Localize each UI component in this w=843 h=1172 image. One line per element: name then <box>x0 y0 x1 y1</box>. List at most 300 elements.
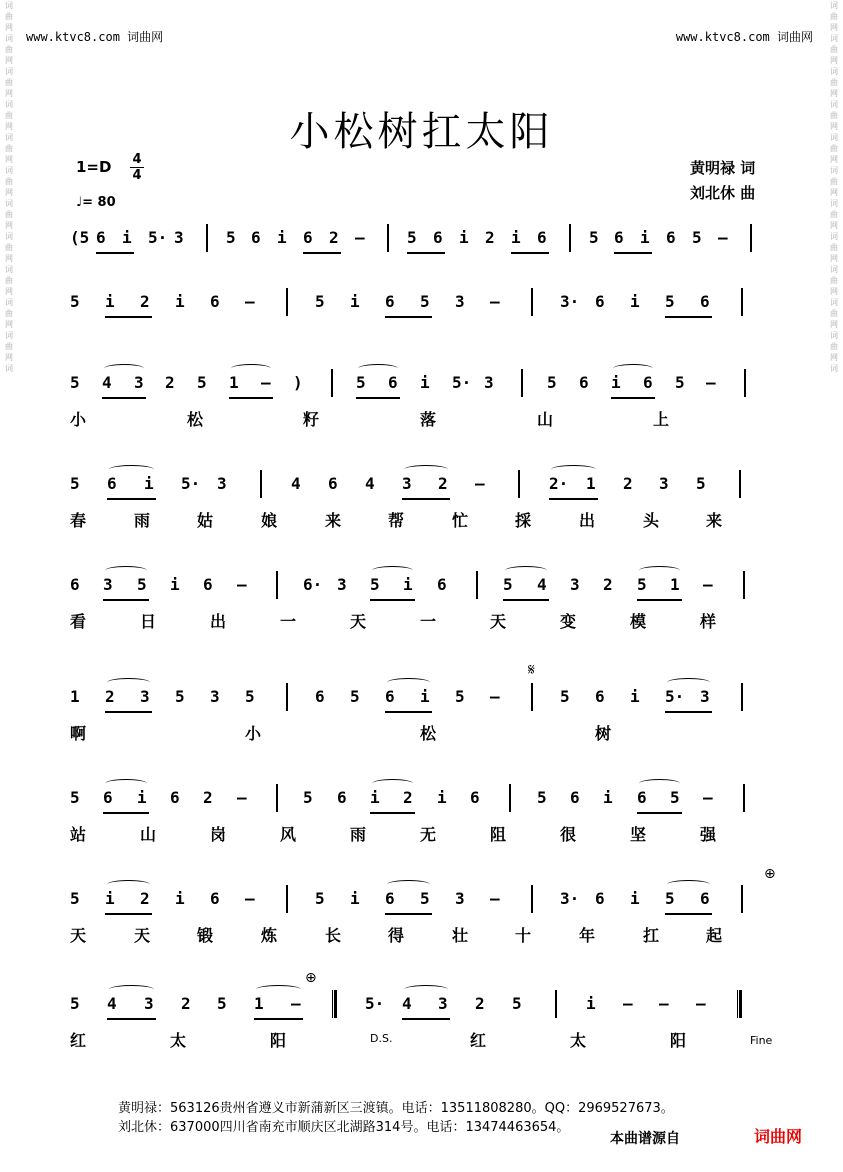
side-watermark-char: 网 <box>830 122 838 131</box>
note: 3· <box>560 292 580 311</box>
note: 6 <box>433 228 443 247</box>
slur <box>551 465 596 474</box>
lyric-word: 看 <box>70 612 87 631</box>
note: 6 <box>96 228 106 247</box>
lyrics-row <box>70 609 780 631</box>
note: — <box>237 575 247 594</box>
lyricist-credit: 黄明禄 词 <box>690 159 756 177</box>
note: 5 <box>245 687 255 706</box>
notes-row <box>70 687 780 711</box>
barline <box>387 224 389 252</box>
lyric-word: 很 <box>560 825 577 844</box>
lyric-word: 阻 <box>490 825 507 844</box>
side-watermark-char: 网 <box>830 89 838 98</box>
note: 6 <box>700 889 710 908</box>
note: 5 <box>455 687 465 706</box>
barline <box>276 571 278 599</box>
note: 6 <box>637 788 647 807</box>
note: i <box>122 228 132 247</box>
lyric-word: 日 <box>140 612 157 631</box>
header-url-left[interactable]: www.ktvc8.com 词曲网 <box>26 30 164 44</box>
note: 3 <box>103 575 113 594</box>
note: 3 <box>140 687 150 706</box>
note: i <box>511 228 521 247</box>
note: 6 <box>570 788 580 807</box>
beam-underline <box>614 252 652 254</box>
note: i <box>170 575 180 594</box>
barline <box>521 369 523 397</box>
notes-row <box>70 292 780 316</box>
note: 2 <box>105 687 115 706</box>
lyrics-row <box>70 822 780 844</box>
note: 5 <box>356 373 366 392</box>
note: 3 <box>144 994 154 1013</box>
beam-underline <box>105 711 152 713</box>
note: 2 <box>403 788 413 807</box>
beam-underline <box>402 1018 450 1020</box>
lyric-word: 出 <box>579 511 596 530</box>
note: 4 <box>402 994 412 1013</box>
lyric-word: D.S. <box>370 1032 393 1045</box>
lyric-word: 站 <box>70 825 87 844</box>
lyric-word: 忙 <box>452 511 469 530</box>
slur <box>404 465 448 474</box>
note: i <box>175 292 185 311</box>
side-watermark-char: 网 <box>5 56 13 65</box>
note: — <box>490 292 500 311</box>
lyric-word: 红 <box>70 1031 87 1050</box>
beam-underline <box>96 252 134 254</box>
composer-credit: 刘北休 曲 <box>690 184 756 202</box>
lyric-word: 阳 <box>270 1031 287 1050</box>
note: 3 <box>455 889 465 908</box>
notes-row <box>70 889 780 913</box>
lyric-word: 採 <box>515 511 532 530</box>
lyric-word: 炼 <box>261 926 278 945</box>
notes-row <box>70 788 780 812</box>
note: — <box>245 292 255 311</box>
side-watermark-char: 网 <box>830 254 838 263</box>
side-watermark-char: 词 <box>5 100 13 109</box>
lyric-word: 长 <box>325 926 342 945</box>
note: 6 <box>103 788 113 807</box>
note: 2 <box>140 889 150 908</box>
note: 6 <box>315 687 325 706</box>
note: i <box>420 373 430 392</box>
lyric-word: 一 <box>280 612 297 631</box>
lyric-word: 来 <box>325 511 342 530</box>
quarter-note-icon: ♩ <box>76 195 83 210</box>
note: 5 <box>217 994 227 1013</box>
lyric-word: 啊 <box>70 724 87 743</box>
note: 5 <box>665 889 675 908</box>
side-watermark-char: 曲 <box>830 309 838 318</box>
note: 4 <box>537 575 547 594</box>
barline <box>286 683 288 711</box>
lyrics-row <box>70 508 780 530</box>
slur <box>667 880 710 889</box>
note: 5 <box>70 373 80 392</box>
side-watermark-char: 曲 <box>5 111 13 120</box>
note: 3 <box>700 687 710 706</box>
lyric-word: 天 <box>490 612 507 631</box>
note: 6 <box>107 474 117 493</box>
note: 3 <box>217 474 227 493</box>
note: 5· <box>148 228 168 247</box>
lyric-word: 岗 <box>210 825 227 844</box>
lyric-word: 壮 <box>452 926 469 945</box>
note: 6 <box>595 292 605 311</box>
beam-underline <box>107 1018 156 1020</box>
note: (5 <box>70 228 90 247</box>
lyric-word: 出 <box>210 612 227 631</box>
side-watermark-char: 曲 <box>830 210 838 219</box>
side-watermark-char: 词 <box>830 298 838 307</box>
beam-underline <box>407 252 445 254</box>
tempo-marking <box>76 195 116 210</box>
lyric-word: 一 <box>420 612 437 631</box>
side-watermark-char: 词 <box>5 232 13 241</box>
note: 1 <box>229 373 239 392</box>
barline <box>476 571 478 599</box>
barline <box>276 784 278 812</box>
note: 6· <box>303 575 323 594</box>
side-watermark-char: 词 <box>5 67 13 76</box>
note: 6 <box>337 788 347 807</box>
lyric-word: 小 <box>245 724 262 743</box>
note: 2 <box>438 474 448 493</box>
note: 6 <box>595 687 605 706</box>
side-watermark-char: 网 <box>830 56 838 65</box>
note: 5 <box>589 228 599 247</box>
time-signature <box>130 152 144 183</box>
note: 6 <box>595 889 605 908</box>
note: 6 <box>470 788 480 807</box>
beam-underline <box>370 599 415 601</box>
beam-underline <box>229 397 273 399</box>
barline <box>206 224 208 252</box>
side-watermark-char: 网 <box>5 353 13 362</box>
beam-underline <box>665 316 712 318</box>
side-watermark-char: 网 <box>830 287 838 296</box>
slur <box>613 364 653 373</box>
note: 3 <box>402 474 412 493</box>
header-url-right[interactable]: www.ktvc8.com 词曲网 <box>675 30 813 44</box>
lyric-word: 天 <box>70 926 87 945</box>
lyric-word: 太 <box>170 1031 187 1050</box>
note: 6 <box>579 373 589 392</box>
lyric-word: 扛 <box>643 926 660 945</box>
note: 3 <box>438 994 448 1013</box>
note: i <box>420 687 430 706</box>
lyric-word: 模 <box>630 612 647 631</box>
side-watermark-char: 曲 <box>830 342 838 351</box>
slur <box>105 779 147 788</box>
side-watermark-char: 网 <box>830 188 838 197</box>
note: 6 <box>385 687 395 706</box>
note: 4 <box>291 474 301 493</box>
slur <box>231 364 271 373</box>
note: — <box>291 994 301 1013</box>
side-watermark-char: 词 <box>830 166 838 175</box>
note: 6 <box>70 575 80 594</box>
footer-line-1: 黄明禄：563126贵州省遵义市新蒲新区三渡镇。电话：13511808280。QQ：2969527673。 <box>118 1101 674 1116</box>
barline <box>555 990 557 1018</box>
lyric-word: 春 <box>70 511 87 530</box>
side-watermark-char: 曲 <box>830 144 838 153</box>
beam-underline <box>402 498 450 500</box>
slur <box>639 566 680 575</box>
side-watermark-char: 曲 <box>5 210 13 219</box>
side-watermark-char: 曲 <box>830 243 838 252</box>
beam-underline <box>102 397 146 399</box>
slur <box>639 779 680 788</box>
note: ) <box>293 373 303 392</box>
note: 3 <box>134 373 144 392</box>
note: — <box>703 788 713 807</box>
note: 5 <box>350 687 360 706</box>
note: 2 <box>165 373 175 392</box>
barline <box>569 224 571 252</box>
beam-underline <box>103 599 149 601</box>
lyric-word: 锻 <box>197 926 214 945</box>
lyric-word: 娘 <box>261 511 278 530</box>
lyric-word: 年 <box>579 926 596 945</box>
score-line <box>70 889 780 949</box>
side-watermark-char: 词 <box>830 364 838 373</box>
double-barline <box>737 990 742 1018</box>
beam-underline <box>254 1018 303 1020</box>
note: 1 <box>70 687 80 706</box>
note: 5 <box>303 788 313 807</box>
side-watermark-char: 曲 <box>830 45 838 54</box>
note: 6 <box>537 228 547 247</box>
brand-logo[interactable]: 词曲网 <box>754 1127 803 1146</box>
note: 5 <box>70 474 80 493</box>
side-watermark-char: 词 <box>5 298 13 307</box>
side-watermark-char: 词 <box>5 199 13 208</box>
note: i <box>403 575 413 594</box>
lyric-word: 雨 <box>134 511 151 530</box>
lyric-word: 树 <box>595 724 612 743</box>
note: 6 <box>385 292 395 311</box>
note: 5· <box>365 994 385 1013</box>
side-watermark-char: 网 <box>5 287 13 296</box>
beam-underline <box>549 498 598 500</box>
slur <box>107 678 150 687</box>
footer-contacts <box>118 1099 674 1137</box>
lyric-word: 十 <box>515 926 532 945</box>
lyric-word: 落 <box>420 410 437 429</box>
side-watermark-char: 网 <box>5 122 13 131</box>
side-watermark-char: 网 <box>5 254 13 263</box>
score-line <box>70 994 780 1054</box>
side-watermark-char: 曲 <box>5 177 13 186</box>
lyric-word: 天 <box>350 612 367 631</box>
double-barline <box>332 990 337 1018</box>
slur <box>104 364 144 373</box>
note: — <box>623 994 633 1013</box>
song-title: 小松树扛太阳 <box>289 109 554 155</box>
lyric-word: 强 <box>700 825 717 844</box>
lyric-word: 阳 <box>670 1031 687 1050</box>
lyric-word: 坚 <box>630 825 647 844</box>
beam-underline <box>665 913 712 915</box>
barline <box>743 571 745 599</box>
side-watermark-char: 词 <box>5 133 13 142</box>
lyric-word: 山 <box>140 825 157 844</box>
side-watermark-char: 曲 <box>830 12 838 21</box>
score-line <box>70 575 780 635</box>
notes-row <box>70 228 780 252</box>
side-watermark-char: 词 <box>830 1 838 10</box>
note: — <box>659 994 669 1013</box>
note: 5 <box>70 292 80 311</box>
notes-row <box>70 373 780 397</box>
side-watermark-char: 网 <box>5 89 13 98</box>
lyric-word: 松 <box>187 410 204 429</box>
side-watermark-char: 词 <box>830 34 838 43</box>
note: 6 <box>210 292 220 311</box>
side-watermark-char: 词 <box>830 199 838 208</box>
slur <box>105 566 147 575</box>
side-watermark-char: 词 <box>830 67 838 76</box>
slur <box>358 364 398 373</box>
lyric-word: 太 <box>570 1031 587 1050</box>
barline <box>750 224 752 252</box>
lyric-word: 雨 <box>350 825 367 844</box>
note: i <box>586 994 596 1013</box>
lyrics-row <box>70 1028 780 1050</box>
note: 2 <box>329 228 339 247</box>
note: 3 <box>659 474 669 493</box>
slur <box>404 985 448 994</box>
note: — <box>490 687 500 706</box>
side-watermark-char: 词 <box>5 364 13 373</box>
note: i <box>350 292 360 311</box>
side-watermark-char: 网 <box>830 320 838 329</box>
note: 5 <box>692 228 702 247</box>
note: 6 <box>388 373 398 392</box>
lyric-word: 小 <box>70 410 87 429</box>
note: 6 <box>614 228 624 247</box>
lyric-word: 无 <box>420 825 437 844</box>
note: 6 <box>203 575 213 594</box>
note: 6 <box>210 889 220 908</box>
note: i <box>105 292 115 311</box>
lyric-word: 头 <box>643 511 660 530</box>
beam-underline <box>503 599 549 601</box>
slur <box>667 678 710 687</box>
side-watermark-char: 词 <box>830 331 838 340</box>
lyric-word: 松 <box>420 724 437 743</box>
note: i <box>437 788 447 807</box>
note: — <box>355 228 365 247</box>
side-watermark-char: 曲 <box>5 309 13 318</box>
note: 5 <box>420 889 430 908</box>
note: 1 <box>670 575 680 594</box>
slur <box>109 985 154 994</box>
note: 3 <box>484 373 494 392</box>
note: 5 <box>637 575 647 594</box>
beam-underline <box>637 599 682 601</box>
notes-row <box>70 474 780 498</box>
note: 2 <box>623 474 633 493</box>
note: 6 <box>385 889 395 908</box>
note: 5 <box>696 474 706 493</box>
beam-underline <box>303 252 341 254</box>
side-watermark-char: 曲 <box>5 243 13 252</box>
slur <box>505 566 547 575</box>
side-watermark-char: 曲 <box>5 12 13 21</box>
score-line <box>70 228 780 288</box>
side-watermark-char: 词 <box>830 232 838 241</box>
note: 5 <box>137 575 147 594</box>
lyric-word: 得 <box>388 926 405 945</box>
side-watermark-char: 词 <box>830 133 838 142</box>
barline <box>531 288 533 316</box>
note: 5 <box>315 889 325 908</box>
source-label: 本曲谱源自 <box>610 1131 680 1147</box>
note: 2· <box>549 474 569 493</box>
lyric-word: 山 <box>537 410 554 429</box>
note: 6 <box>328 474 338 493</box>
note: 4 <box>102 373 112 392</box>
lyric-word: 姑 <box>197 511 214 530</box>
note: 4 <box>365 474 375 493</box>
fine-marking: Fine <box>750 1034 773 1047</box>
note: 6 <box>170 788 180 807</box>
note: 5 <box>665 292 675 311</box>
score-line <box>70 474 780 534</box>
notes-row <box>70 575 780 599</box>
score-line <box>70 373 780 433</box>
beam-underline <box>511 252 549 254</box>
note: 2 <box>181 994 191 1013</box>
side-watermark-char: 词 <box>830 100 838 109</box>
note: i <box>350 889 360 908</box>
side-watermark-char: 曲 <box>830 78 838 87</box>
note: i <box>630 889 640 908</box>
beam-underline <box>105 913 152 915</box>
segno-icon: 𝄋 <box>528 660 535 679</box>
side-watermark-char: 词 <box>830 265 838 274</box>
side-watermark-char: 词 <box>5 34 13 43</box>
side-watermark-char: 曲 <box>5 78 13 87</box>
note: 3 <box>174 228 184 247</box>
note: 5 <box>407 228 417 247</box>
footer-line-2: 刘北休：637000四川省南充市顺庆区北湖路314号。电话：13474463654。 <box>118 1120 570 1135</box>
note: 2 <box>203 788 213 807</box>
note: 1 <box>254 994 264 1013</box>
lyrics-row <box>70 721 780 743</box>
coda-icon: ⊕ <box>764 866 776 882</box>
barline <box>518 470 520 498</box>
note: 5 <box>70 994 80 1013</box>
note: 5 <box>315 292 325 311</box>
side-watermark-char: 词 <box>5 1 13 10</box>
side-watermark-char: 曲 <box>830 177 838 186</box>
side-watermark-char: 网 <box>830 221 838 230</box>
note: 6 <box>437 575 447 594</box>
note: i <box>370 788 380 807</box>
note: 5 <box>226 228 236 247</box>
side-watermark-char: 词 <box>5 265 13 274</box>
lyric-word: 风 <box>280 825 297 844</box>
lyric-word: 样 <box>700 612 717 631</box>
beam-underline <box>103 812 149 814</box>
beam-underline <box>370 812 415 814</box>
